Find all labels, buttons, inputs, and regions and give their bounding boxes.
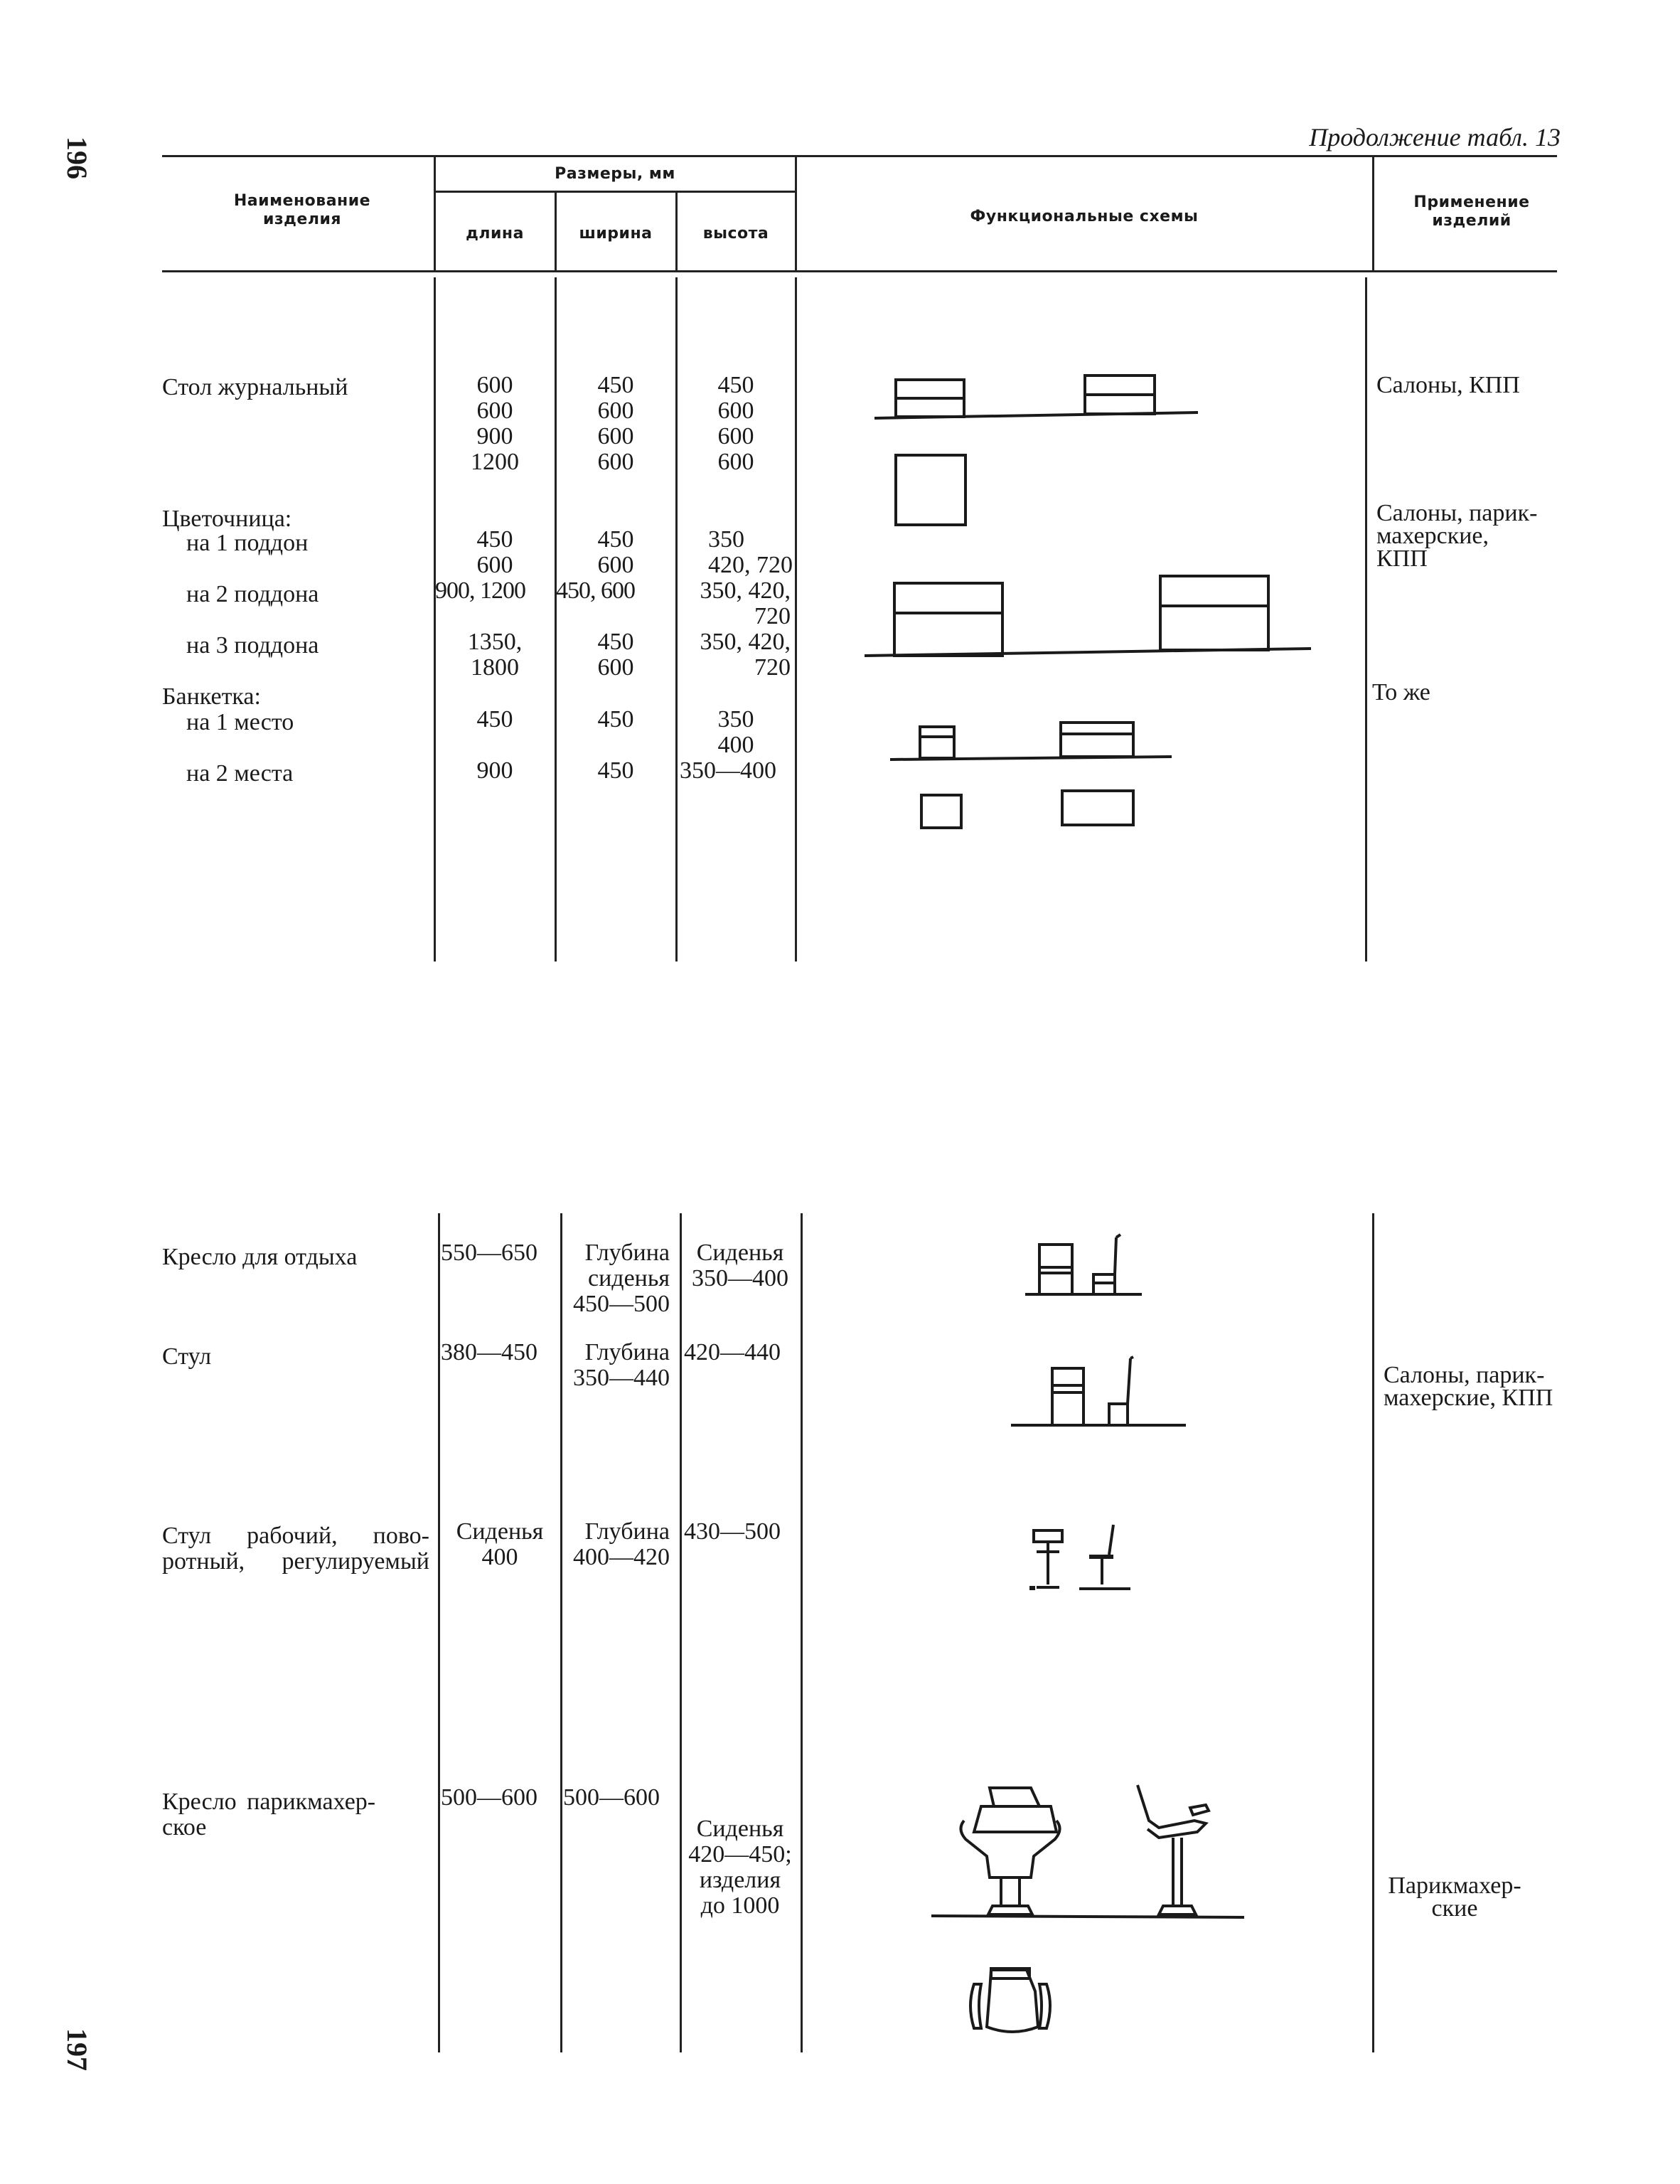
row-name [162, 1789, 429, 1841]
row-name: на 2 поддона [186, 581, 319, 607]
row-height: 430—500 [684, 1518, 781, 1545]
row-height: Сиденья 350—400 [692, 1240, 788, 1291]
row-length: 500—600 [441, 1784, 537, 1811]
header-schemes: Функциональные схемы [970, 208, 1199, 225]
scheme-chair [995, 1351, 1194, 1437]
row-application: То же [1372, 679, 1430, 705]
row-name: Цветочница: [162, 506, 292, 532]
row-length: 900, 1200 [435, 577, 525, 604]
header-name: Наименование изделия [233, 192, 371, 228]
row-length: 550—650 [441, 1240, 537, 1266]
row-height: 350, 420, 720 [700, 629, 791, 681]
bottom-col-line-2 [560, 1213, 562, 2052]
sizes-subheader-rule [435, 191, 795, 193]
scheme-lounge-chair [1010, 1230, 1152, 1309]
row-length: 450 [476, 706, 513, 733]
row-width: 450 600 [597, 629, 634, 681]
row-name: на 3 поддона [186, 632, 319, 659]
header-sizes: Размеры, мм [555, 165, 675, 183]
row-length: 600 600 900 1200 [471, 372, 519, 475]
scheme-coffee-table [853, 363, 1223, 548]
row-length: 450 600 [476, 526, 513, 578]
row-name: Кресло для отдыха [162, 1244, 358, 1270]
row-length: Сиденья 400 [456, 1518, 544, 1570]
bottom-col-line-4 [801, 1213, 803, 2052]
row-width: Глубина 400—420 [573, 1518, 670, 1570]
header-bottom-rule [162, 270, 1557, 272]
row-width: Глубина 350—440 [573, 1339, 670, 1391]
row-height: 450 600 600 600 [717, 372, 754, 475]
row-length: 900 [476, 757, 513, 784]
row-width: Глубина сиденья 450—500 [573, 1240, 670, 1317]
row-name-text: Стул рабочий, пово- ротный, регулируемый [162, 1523, 429, 1575]
row-application: Парикмахер- ские [1388, 1873, 1521, 1922]
row-application: Салоны, парик- махерские, КПП [1376, 500, 1538, 572]
header-application: Применение изделий [1413, 193, 1530, 230]
scheme-flower-stand [853, 562, 1322, 668]
scheme-work-chair [1017, 1522, 1159, 1600]
row-width: 450 600 [597, 526, 634, 578]
scheme-bench [882, 711, 1180, 839]
page-number-top: 196 [61, 137, 93, 179]
header-height: высота [702, 225, 769, 243]
continuation-title: Продолжение табл. 13 [1309, 123, 1561, 151]
row-width: 450 [597, 706, 634, 733]
header-length: длина [466, 225, 524, 243]
row-width: 500—600 [563, 1784, 660, 1811]
row-name: Стол журнальный [162, 374, 348, 400]
row-height: 350, 420, 720 [700, 577, 791, 629]
row-name: на 1 поддон [186, 530, 309, 556]
row-name: Стул [162, 1343, 212, 1370]
header-width: ширина [579, 225, 653, 243]
row-length: 1350, 1800 [467, 629, 523, 681]
header-divider-5 [1372, 156, 1374, 270]
row-name: на 1 место [186, 709, 294, 735]
row-height: 350—400 [680, 757, 776, 784]
bottom-col-line-1 [438, 1213, 440, 2052]
row-application: Салоны, КПП [1376, 372, 1520, 398]
row-height: Сиденья 420—450; изделия до 1000 [688, 1816, 792, 1919]
page-number-bottom: 197 [61, 2028, 93, 2071]
row-name-text: Кресло парикмахер- ское [162, 1789, 376, 1841]
table-top-rule [162, 155, 1557, 157]
scheme-barber-chair [924, 1778, 1251, 2034]
row-width: 450 [597, 757, 634, 784]
top-col-line-4 [795, 277, 797, 962]
row-width: 450 600 600 600 [597, 372, 634, 475]
row-application: Салоны, парик- махерские, КПП [1384, 1362, 1553, 1411]
row-height: 350 400 [717, 706, 754, 758]
bottom-col-line-3 [680, 1213, 682, 2052]
top-col-line-5 [1365, 277, 1367, 962]
row-length: 380—450 [441, 1339, 537, 1365]
row-width: 450, 600 [556, 577, 635, 604]
row-height: 350 420, 720 [708, 526, 793, 578]
row-name: на 2 места [186, 760, 294, 787]
row-height: 420—440 [684, 1339, 781, 1365]
row-name [162, 1523, 429, 1575]
bottom-col-line-5 [1372, 1213, 1374, 2052]
row-name: Банкетка: [162, 683, 261, 710]
